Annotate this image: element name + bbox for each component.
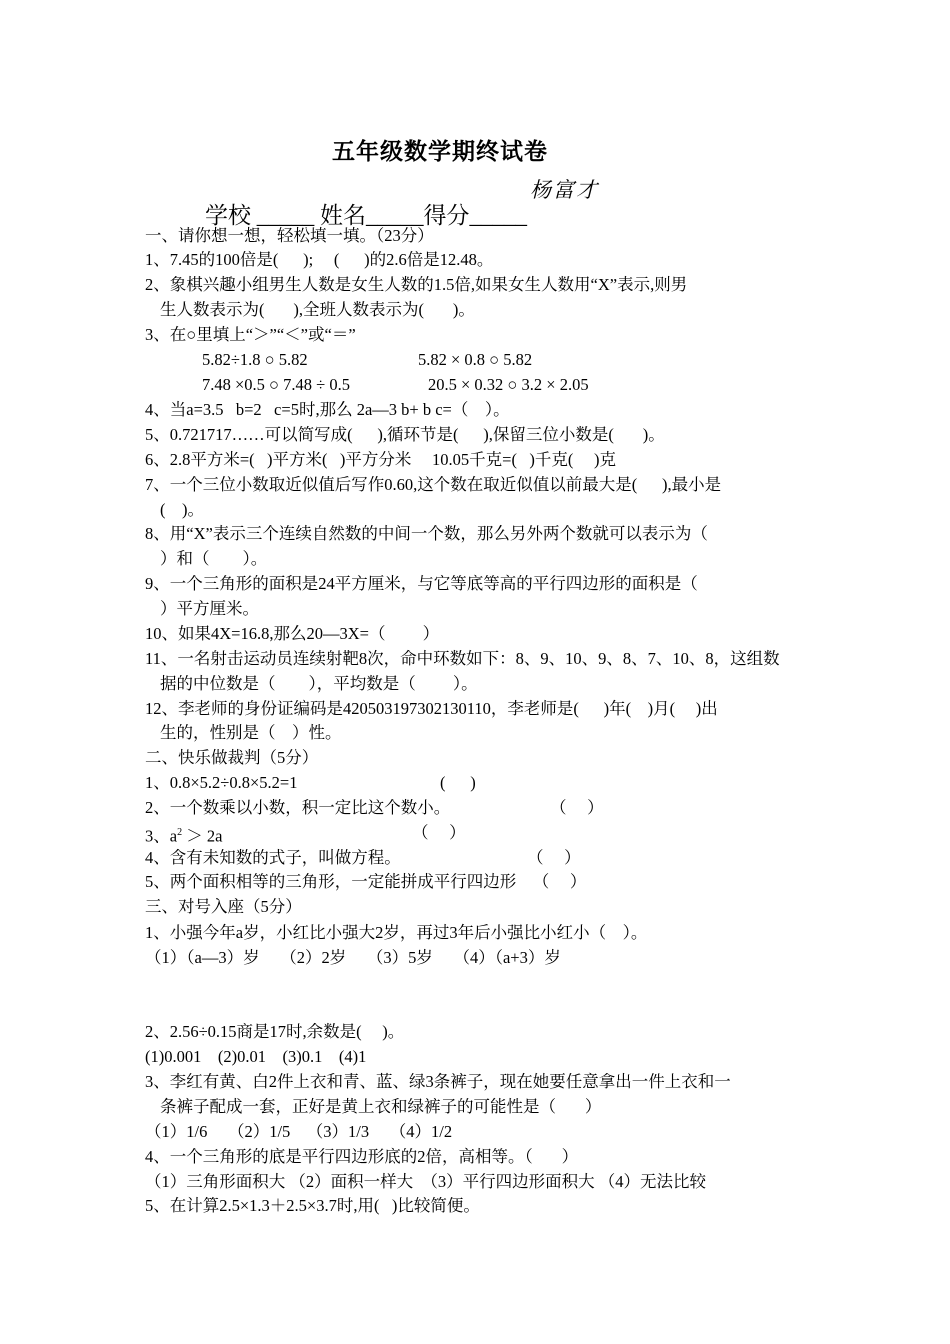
exam-title: 五年级数学期终试卷 (332, 139, 548, 164)
judge-4: 4、含有未知数的式子，叫做方程。 (145, 848, 401, 867)
section1-heading: 一、请你想一想，轻松填一填。（23分） (145, 226, 434, 245)
choice-3-options: （1）1/6 （2）1/5 （3）1/3 （4）1/2 (145, 1122, 453, 1141)
question-3: 3、在○里填上“＞”“＜”或“＝” (145, 325, 356, 344)
question-9-line1: 9、一个三角形的面积是24平方厘米，与它等底等高的平行四边形的面积是（ (145, 574, 698, 593)
judge-3-a: 3、a (145, 826, 178, 846)
question-8-line2: ）和（ ）。 (160, 549, 268, 568)
compare-2b: 20.5 × 0.32 ○ 3.2 × 2.05 (428, 375, 589, 394)
choice-3-line1: 3、李红有黄、白2件上衣和青、蓝、绿3条裤子，现在她要任意拿出一件上衣和一 (145, 1072, 731, 1091)
question-5: 5、0.721717……可以简写成( ),循环节是( ),保留三位小数是( )。 (145, 425, 665, 444)
choice-3-line2: 条裤子配成一套，正好是黄上衣和绿裤子的可能性是（ ） (160, 1097, 602, 1116)
question-7-line1: 7、一个三位小数取近似值后写作0.60,这个数在取近似值以前最大是( ),最小是 (145, 475, 722, 494)
judge-2-paren: （ ） (550, 798, 604, 817)
judge-5: 5、两个面积相等的三角形，一定能拼成平行四边形 （ ） (145, 872, 587, 891)
choice-5: 5、在计算2.5×1.3＋2.5×3.7时,用( )比较简便。 (145, 1196, 480, 1215)
question-4: 4、当a=3.5 b=2 c=5时,那么 2a—3 b+ b c=（ ）。 (145, 400, 510, 419)
question-11-line1: 11、一名射击运动员连续射靶8次，命中环数如下：8、9、10、9、8、7、10、8，这组数 (145, 649, 780, 668)
question-12-line2: 生的，性别是（ ）性。 (160, 723, 342, 742)
judge-3-paren: （ ） (412, 823, 466, 842)
judge-3-exponent: 2 (177, 827, 183, 838)
judge-4-paren: （ ） (527, 848, 581, 867)
question-2-line1: 2、象棋兴趣小组男生人数是女生人数的1.5倍,如果女生人数用“X”表示,则男 (145, 275, 688, 294)
section2-heading: 二、快乐做裁判（5分） (145, 748, 319, 767)
judge-2: 2、一个数乘以小数，积一定比这个数小。 (145, 798, 451, 817)
compare-1a: 5.82÷1.8 ○ 5.82 (202, 350, 308, 369)
choice-2-options: (1)0.001 (2)0.01 (3)0.1 (4)1 (145, 1047, 367, 1066)
judge-3 (145, 821, 222, 849)
question-1: 1、7.45的100倍是( ); ( )的2.6倍是12.48。 (145, 250, 494, 269)
compare-2a: 7.48 ×0.5 ○ 7.48 ÷ 0.5 (202, 375, 350, 394)
choice-1: 1、小强今年a岁，小红比小强大2岁，再过3年后小强比小红小（ ）。 (145, 923, 648, 942)
choice-4-options: （1）三角形面积大 （2）面积一样大 （3）平行四边形面积大 （4）无法比较 (145, 1172, 706, 1191)
judge-1: 1、0.8×5.2÷0.8×5.2=1 (145, 773, 298, 792)
question-8-line1: 8、用“X”表示三个连续自然数的中间一个数，那么另外两个数就可以表示为（ (145, 524, 708, 543)
author-name: 杨富才 (530, 178, 599, 202)
judge-1-paren: ( ) (440, 773, 476, 792)
choice-4: 4、一个三角形的底是平行四边形底的2倍，高相等。（ ） (145, 1147, 579, 1166)
question-6: 6、2.8平方米=( )平方米( )平方分米 10.05千克=( )千克( )克 (145, 450, 616, 469)
question-10: 10、如果4X=16.8,那么20—3X=（ ） (145, 624, 440, 643)
judge-3-b: ＞ 2a (182, 826, 223, 846)
choice-2: 2、2.56÷0.15商是17时,余数是( )。 (145, 1022, 405, 1041)
question-2-line2: 生人数表示为( ),全班人数表示为( )。 (160, 300, 475, 319)
section3-heading: 三、对号入座（5分） (145, 897, 302, 916)
question-9-line2: ）平方厘米。 (160, 599, 259, 618)
choice-1-options: （1）（a—3）岁 （2）2岁 （3）5岁 （4）（a+3）岁 (145, 948, 561, 967)
question-7-line2: ( )。 (160, 500, 204, 519)
question-12-line1: 12、李老师的身份证编码是420503197302130110，李老师是( )年( )月( )出 (145, 699, 718, 718)
student-info-line: 学校 _____ 姓名_____得分_____ (205, 203, 527, 228)
question-11-line2: 据的中位数是（ ），平均数是（ ）。 (160, 674, 478, 693)
compare-1b: 5.82 × 0.8 ○ 5.82 (418, 350, 533, 369)
